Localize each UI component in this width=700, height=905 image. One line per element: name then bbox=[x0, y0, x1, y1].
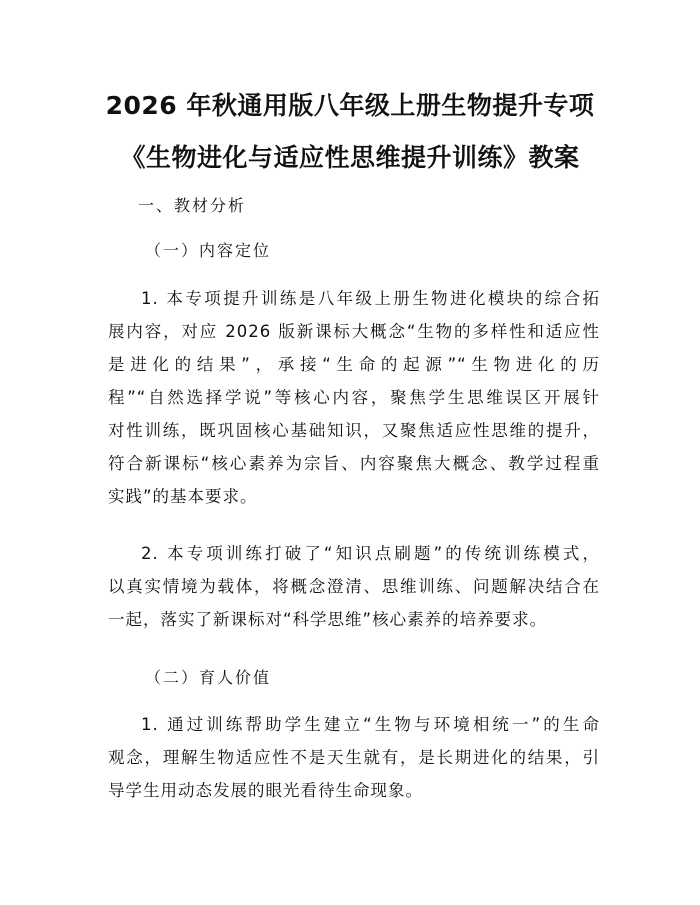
paragraph-line: 1. 本专项提升训练是八年级上册生物进化模块的综合拓 bbox=[141, 289, 600, 308]
paragraph-line: 观念，理解生物适应性不是天生就有，是长期进化的结果，引 bbox=[108, 748, 600, 767]
subsection-heading-content-positioning: （一）内容定位 bbox=[145, 241, 272, 260]
paragraph-content-positioning-1 bbox=[108, 282, 600, 513]
paragraph-line: 符合新课标“核心素养为宗旨、内容聚焦大概念、教学过程重 bbox=[108, 454, 600, 473]
document-title-line-1: 2026 年秋通用版八年级上册生物提升专项 bbox=[105, 91, 595, 120]
paragraph-line: 程”“自然选择学说”等核心内容，聚焦学生思维误区开展针 bbox=[108, 388, 600, 407]
paragraph-content-positioning-2 bbox=[108, 537, 600, 636]
subsection-heading-educational-value: （二）育人价值 bbox=[145, 668, 272, 687]
section-heading-textbook-analysis: 一、教材分析 bbox=[138, 196, 247, 215]
document-title-line-2: 《生物进化与适应性思维提升训练》教案 bbox=[120, 143, 580, 172]
paragraph-line: 1. 通过训练帮助学生建立“生物与环境相统一”的生命 bbox=[141, 715, 600, 734]
paragraph-line: 实践”的基本要求。 bbox=[108, 487, 258, 506]
paragraph-educational-value-1 bbox=[108, 708, 600, 807]
paragraph-line: 一起，落实了新课标对“科学思维”核心素养的培养要求。 bbox=[108, 610, 548, 629]
paragraph-line: 导学生用动态发展的眼光看待生命现象。 bbox=[108, 781, 423, 800]
paragraph-line: 对性训练，既巩固核心基础知识，又聚焦适应性思维的提升， bbox=[108, 421, 600, 440]
paragraph-line: 展内容，对应 2026 版新课标大概念“生物的多样性和适应性 bbox=[108, 322, 600, 341]
paragraph-line: 2. 本专项训练打破了“知识点刷题”的传统训练模式， bbox=[141, 544, 600, 563]
paragraph-line: 是进化的结果”，承接“生命的起源”“生物进化的历 bbox=[108, 355, 600, 374]
paragraph-line: 以真实情境为载体，将概念澄清、思维训练、问题解决结合在 bbox=[108, 577, 600, 596]
